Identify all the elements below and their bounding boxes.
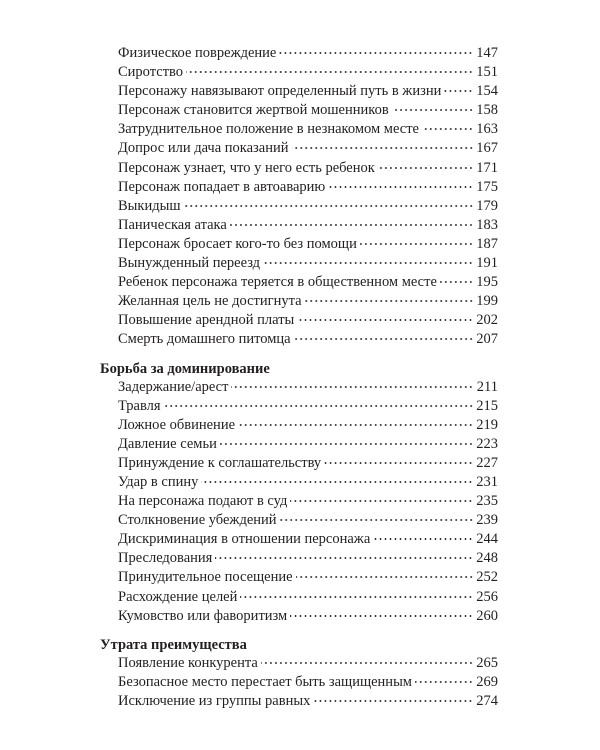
toc-entry-page-number: 227 xyxy=(476,454,498,471)
dot-leader xyxy=(305,300,474,302)
dot-leader xyxy=(415,681,473,683)
toc-entry-page-number: 265 xyxy=(476,654,498,671)
toc-entry xyxy=(100,311,498,330)
toc-entries xyxy=(100,378,498,626)
dot-leader xyxy=(290,615,473,617)
toc-entry-title: Кумовство или фаворитизм xyxy=(118,607,288,624)
toc-entry-page-number: 248 xyxy=(476,550,498,567)
toc-entry-title: Вынужденный переезд xyxy=(118,255,261,272)
toc-entry-title: Травля xyxy=(118,397,161,414)
toc-entry-page-number: 167 xyxy=(476,140,498,157)
toc-entry-page-number: 202 xyxy=(476,312,498,329)
toc-entries xyxy=(100,654,498,711)
toc-entry-page-number: 244 xyxy=(476,531,498,548)
dot-leader xyxy=(440,281,473,283)
toc-entry xyxy=(100,216,498,235)
toc-entry xyxy=(100,692,498,711)
dot-leader xyxy=(297,319,473,321)
toc-entry-title: Смерть домашнего питомца xyxy=(118,331,291,348)
toc-entry-title: Исключение из группы равных xyxy=(118,692,311,709)
toc-entry-title: Персонажу навязывают определенный путь в жизни xyxy=(118,83,442,100)
toc-entry xyxy=(100,197,498,216)
toc-entry-page-number: 219 xyxy=(476,416,498,433)
dot-leader xyxy=(324,462,473,464)
toc-entry xyxy=(100,120,498,139)
toc-entry xyxy=(100,588,498,607)
toc-entry xyxy=(100,292,498,311)
toc-entry-page-number: 179 xyxy=(476,197,498,214)
toc-entry xyxy=(100,63,498,82)
toc-entry-title: Удар в спину xyxy=(118,473,199,490)
toc-entries xyxy=(100,44,498,350)
toc-entry xyxy=(100,673,498,692)
dot-leader xyxy=(294,338,474,340)
dot-leader xyxy=(280,519,474,521)
toc-entry-page-number: 151 xyxy=(476,64,498,81)
dot-leader xyxy=(360,243,473,245)
toc-entry-page-number: 223 xyxy=(476,435,498,452)
toc-section-advantage-loss xyxy=(100,636,498,711)
toc-entry-title: Персонаж становится жертвой мошенников xyxy=(118,102,389,119)
toc-entry-page-number: 235 xyxy=(476,493,498,510)
toc-entry-page-number: 211 xyxy=(476,378,498,395)
dot-leader xyxy=(313,700,473,702)
toc-entry-title: Дискриминация в отношении персонажа xyxy=(118,531,371,548)
dot-leader xyxy=(201,481,473,483)
toc-entry-page-number: 171 xyxy=(476,159,498,176)
toc-entry xyxy=(100,273,498,292)
dot-leader xyxy=(263,262,473,264)
dot-leader xyxy=(184,205,474,207)
toc-entry-page-number: 256 xyxy=(476,588,498,605)
toc-entry-title: Желанная цель не достигнута xyxy=(118,293,302,310)
toc-entry-title: Ребенок персонажа теряется в общественном месте xyxy=(118,274,437,291)
dot-leader xyxy=(240,596,473,598)
dot-leader xyxy=(292,147,474,149)
toc-entry xyxy=(100,139,498,158)
toc-entry xyxy=(100,235,498,254)
toc-entry xyxy=(100,473,498,492)
toc-entry-title: Ложное обвинение xyxy=(118,416,236,433)
toc-entry-title: Принудительное посещение xyxy=(118,569,293,586)
toc-entry xyxy=(100,454,498,473)
toc-entry xyxy=(100,254,498,273)
toc-entry-title: Допрос или дача показаний xyxy=(118,140,289,157)
section-title: Утрата преимущества xyxy=(100,636,247,653)
toc-section-dominance xyxy=(100,360,498,626)
toc-entry xyxy=(100,378,498,397)
toc-entry-page-number: 175 xyxy=(476,178,498,195)
toc-entry-title: На персонажа подают в суд xyxy=(118,493,288,510)
toc-entry-title: Персонаж попадает в автоаварию xyxy=(118,178,326,195)
dot-leader xyxy=(296,576,474,578)
toc-entry-title: Выкидыш xyxy=(118,197,181,214)
toc-entry xyxy=(100,435,498,454)
dot-leader xyxy=(215,557,473,559)
toc-entry-title: Персонаж бросает кого-то без помощи xyxy=(118,235,357,252)
toc-entry-page-number: 158 xyxy=(476,102,498,119)
toc-entry xyxy=(100,492,498,511)
dot-leader xyxy=(238,424,473,426)
toc-entry-page-number: 199 xyxy=(476,293,498,310)
toc-entry xyxy=(100,82,498,101)
section-title: Борьба за доминирование xyxy=(100,360,270,377)
toc-page xyxy=(100,44,498,711)
toc-entry-title: Принуждение к соглашательству xyxy=(118,454,322,471)
dot-leader xyxy=(373,538,473,540)
toc-entry xyxy=(100,654,498,673)
toc-entry-page-number: 147 xyxy=(476,45,498,61)
toc-entry-page-number: 163 xyxy=(476,121,498,138)
toc-entry-page-number: 260 xyxy=(476,607,498,624)
toc-entry-page-number: 231 xyxy=(476,473,498,490)
toc-entry-title: Персонаж узнает, что у него есть ребенок xyxy=(118,159,375,176)
dot-leader xyxy=(231,386,473,388)
toc-entry xyxy=(100,178,498,197)
toc-entry-page-number: 239 xyxy=(476,512,498,529)
toc-entry xyxy=(100,530,498,549)
toc-entry-title: Затруднительное положение в незнакомом месте xyxy=(118,121,419,138)
dot-leader xyxy=(230,224,473,226)
dot-leader xyxy=(261,662,473,664)
dot-leader xyxy=(392,109,474,111)
toc-entry-page-number: 252 xyxy=(476,569,498,586)
toc-entry-title: Преследования xyxy=(118,550,213,567)
dot-leader xyxy=(328,186,473,188)
toc-entry-page-number: 187 xyxy=(476,235,498,252)
toc-entry-title: Физическое повреждение xyxy=(118,45,277,61)
toc-entry-page-number: 207 xyxy=(476,331,498,348)
toc-entry-title: Давление семьи xyxy=(118,435,217,452)
toc-entry xyxy=(100,549,498,568)
toc-entry-page-number: 154 xyxy=(476,83,498,100)
dot-leader xyxy=(444,90,473,92)
dot-leader xyxy=(220,443,473,445)
toc-entry-title: Паническая атака xyxy=(118,216,227,233)
toc-entry xyxy=(100,397,498,416)
toc-entry xyxy=(100,416,498,435)
toc-entry-page-number: 183 xyxy=(476,216,498,233)
toc-entry xyxy=(100,568,498,587)
toc-entry-title: Повышение арендной платы xyxy=(118,312,295,329)
toc-entry-page-number: 274 xyxy=(476,692,498,709)
toc-entry-page-number: 215 xyxy=(476,397,498,414)
toc-entry xyxy=(100,511,498,530)
dot-leader xyxy=(186,71,473,73)
dot-leader xyxy=(290,500,473,502)
toc-entry-page-number: 191 xyxy=(476,255,498,272)
toc-entry-title: Появление конкурента xyxy=(118,654,258,671)
toc-entry-title: Расхождение целей xyxy=(118,588,238,605)
toc-section-continued xyxy=(100,44,498,350)
dot-leader xyxy=(422,128,473,130)
toc-entry xyxy=(100,159,498,178)
dot-leader xyxy=(164,405,474,407)
toc-entry-page-number: 195 xyxy=(476,274,498,291)
toc-entry-title: Сиротство xyxy=(118,64,184,81)
toc-entry-title: Безопасное место перестает быть защищенным xyxy=(118,673,412,690)
dot-leader xyxy=(378,167,473,169)
toc-entry xyxy=(100,101,498,120)
toc-entry-title: Столкновение убеждений xyxy=(118,512,277,529)
toc-entry-title: Задержание/арест xyxy=(118,378,229,395)
dot-leader xyxy=(279,52,473,54)
toc-entry-page-number: 269 xyxy=(476,673,498,690)
toc-entry xyxy=(100,330,498,349)
toc-entry xyxy=(100,44,498,63)
toc-entry xyxy=(100,607,498,626)
